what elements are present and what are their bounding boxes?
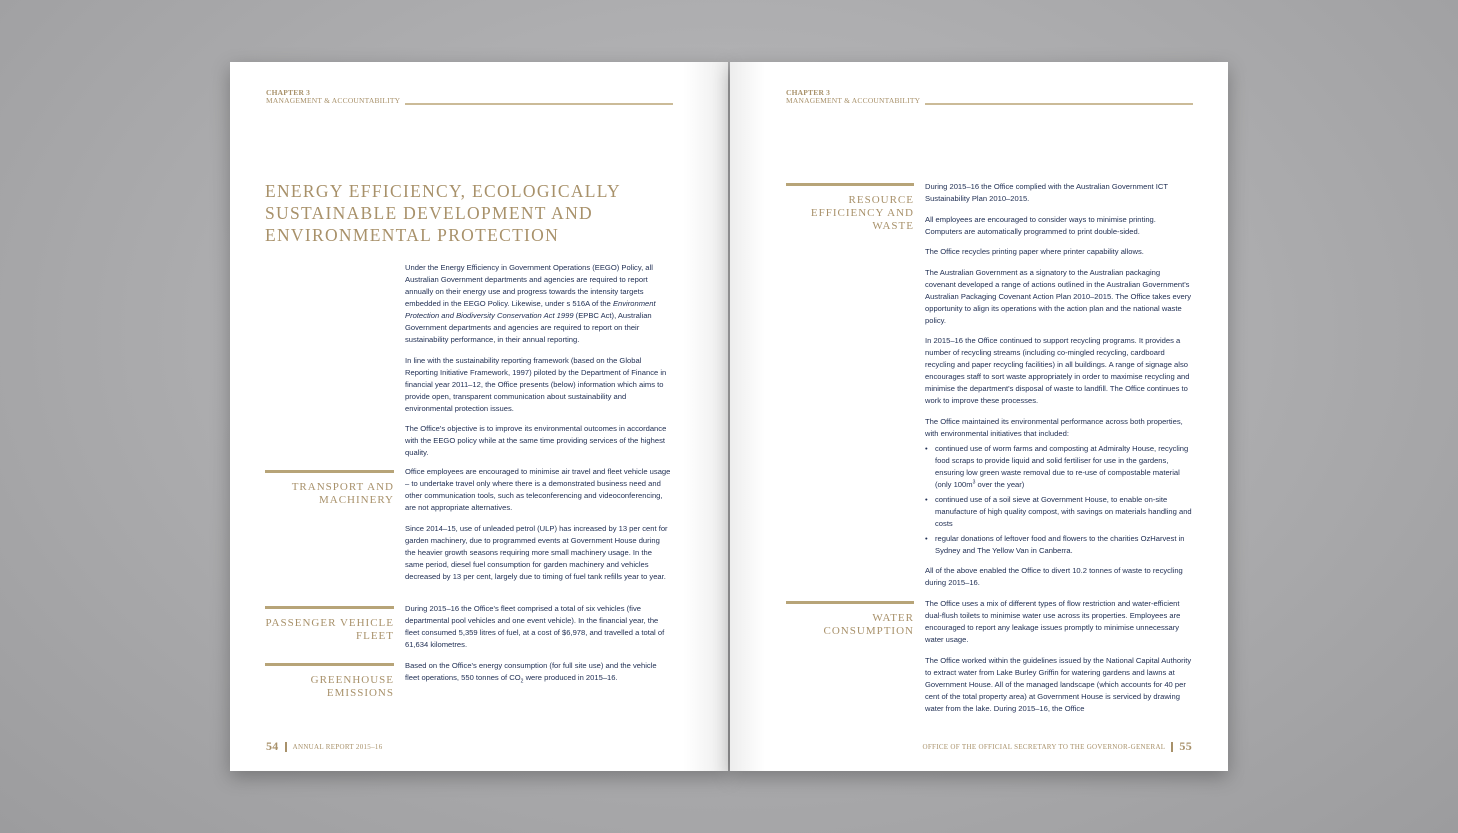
transport-paragraph: Office employees are encouraged to minimise air travel and fleet vehicle usage – to undertake travel only where there is a demonstrated business need and other communication tools, such as teleconferencing and videoconferencing, are not appropriate alternatives. bbox=[405, 467, 671, 512]
list-item: • continued use of a soil sieve at Government House, to enable on-site manufacture of high quality compost, with savings on materials handling and costs bbox=[935, 494, 1193, 530]
right-page bbox=[730, 62, 1228, 771]
page-number: 54 bbox=[266, 739, 279, 753]
chapter-number: CHAPTER 3 bbox=[266, 88, 311, 97]
list-text: over the year) bbox=[975, 479, 1025, 489]
fleet-heading bbox=[265, 606, 394, 643]
intro-paragraph bbox=[405, 262, 672, 346]
subscript: 2 bbox=[520, 678, 524, 685]
chapter-header bbox=[786, 89, 920, 105]
intro-column bbox=[405, 262, 672, 468]
heading-line: WATER bbox=[872, 612, 914, 624]
act-name: Environment Protection and Biodiversity Conservation Act 1999 bbox=[405, 299, 656, 320]
transport-paragraph: Since 2014–15, use of unleaded petrol (ULP) has increased by 13 per cent for garden machinery, due to programmed events at Government House during the heavier growth seasons requiring more small machinery usage. In the same period, diesel fuel consumption for garden machinery and vehicles decreased by 13 per cent, largely due to timing of fuel tank refills year to year. bbox=[405, 523, 668, 581]
greenhouse-text: Based on the Office's energy consumption (for full site use) and the vehicle fleet operations, 550 tonnes of CO bbox=[405, 661, 657, 682]
heading-line: EFFICIENCY AND bbox=[810, 207, 914, 219]
greenhouse-heading bbox=[265, 663, 394, 700]
heading-line: GREENHOUSE bbox=[310, 674, 394, 686]
water-paragraph: The Office uses a mix of different types of flow restriction and water-efficient dual-flush toilets to minimise water use across its properties. Employees are encouraged to report any leakage issues promptly to minimise unnecessary water usage. bbox=[925, 599, 1181, 644]
superscript: 3 bbox=[972, 478, 976, 485]
transport-heading bbox=[265, 470, 394, 507]
fleet-column bbox=[405, 603, 672, 660]
chapter-section: MANAGEMENT & ACCOUNTABILITY bbox=[266, 96, 401, 105]
intro-paragraph: The Office's objective is to improve its environmental outcomes in accordance with the EEGO policy while at the same time providing services of the highest quality. bbox=[405, 424, 667, 457]
list-item bbox=[935, 443, 1193, 491]
resource-paragraph: In 2015–16 the Office continued to support recycling programs. It provides a number of recycling streams (including co-mingled recycling, cardboard recycling and paper recycling facilities) in all buildings. A range of signage also encourages staff to sort waste appropriately in order to maximise recycling and minimise the department's disposal of waste to landfill. The Office continues to work to improve these processes. bbox=[925, 336, 1190, 405]
heading-line: MACHINERY bbox=[318, 494, 394, 506]
heading-line: FLEET bbox=[356, 630, 394, 642]
transport-column bbox=[405, 466, 672, 591]
intro-text: Under the Energy Efficiency in Government Operations (EEGO) Policy, all Australian Government departments and agencies are required to report annually on their energy use and progress towards the intensity targets embedded in the EEGO Policy. Likewise, under s 516A of the bbox=[405, 263, 653, 308]
page-footer bbox=[922, 739, 1192, 754]
chapter-section: MANAGEMENT & ACCOUNTABILITY bbox=[786, 96, 921, 105]
page-footer bbox=[266, 739, 383, 754]
resource-paragraph: All employees are encouraged to consider ways to minimise printing. Computers are automatically programmed to print double-sided. bbox=[925, 214, 1156, 236]
resource-paragraph: All of the above enabled the Office to divert 10.2 tonnes of waste to recycling during 2015–16. bbox=[925, 566, 1183, 587]
water-paragraph: The Office worked within the guidelines issued by the National Capital Authority to extract water from Lake Burley Griffin for watering gardens and lawns at Government House. All of the managed landscape (which accounts for 40 per cent of the total property area) at Government House is serviced by drawing water from the lake. During 2015–16, the Office bbox=[925, 655, 1192, 713]
fleet-paragraph: During 2015–16 the Office's fleet comprised a total of six vehicles (five departmental pool vehicles and one event vehicle). In the financial year, the fleet consumed 5,359 litres of fuel, at a cost of $6,978, and travelled a total of 61,634 kilometres. bbox=[405, 604, 665, 649]
header-rule bbox=[925, 103, 1193, 105]
water-heading bbox=[786, 601, 914, 638]
chapter-number: CHAPTER 3 bbox=[786, 88, 831, 97]
resource-paragraph: The Office maintained its environmental performance across both properties, with environmental initiatives that included: bbox=[925, 416, 1183, 438]
resource-paragraph: The Australian Government as a signatory to the Australian packaging covenant developed a range of actions outlined in the Australian Government's Australian Packaging Covenant Action Plan 2010–2015. The Office takes every opportunity to align its operations with the action plan and the national waste policy. bbox=[925, 267, 1192, 325]
intro-paragraph: In line with the sustainability reporting framework (based on the Global Reporting Initiative Framework, 1997) piloted by the Department of Finance in financial year 2011–12, the Office presents (below) information which aims to provide open, transparent communication about sustainability and environmental protection issues. bbox=[405, 355, 667, 413]
header-rule bbox=[405, 103, 673, 105]
water-column bbox=[925, 598, 1193, 723]
heading-line: TRANSPORT AND bbox=[291, 481, 394, 493]
left-page bbox=[230, 62, 728, 771]
greenhouse-column bbox=[405, 660, 672, 693]
heading-line: EMISSIONS bbox=[326, 687, 394, 699]
heading-line: RESOURCE bbox=[848, 194, 914, 206]
list-item: • regular donations of leftover food and flowers to the charities OzHarvest in Sydney and The Yellow Van in Canberra. bbox=[935, 533, 1193, 557]
heading-line: PASSENGER VEHICLE bbox=[265, 617, 394, 629]
intro-text: (EPBC Act), Australian Government departments and agencies are required to report on their sustainability performance, in their annual reporting. bbox=[405, 311, 652, 344]
footer-divider bbox=[285, 742, 287, 752]
heading-line: CONSUMPTION bbox=[823, 625, 914, 637]
page-title: ENERGY EFFICIENCY, ECOLOGICALLY SUSTAINABLE DEVELOPMENT AND ENVIRONMENTAL PROTECTION bbox=[265, 181, 621, 245]
greenhouse-paragraph bbox=[405, 660, 672, 684]
footer-text: ANNUAL REPORT 2015–16 bbox=[292, 742, 383, 751]
greenhouse-text: were produced in 2015–16. bbox=[523, 673, 618, 682]
resource-paragraph: The Office recycles printing paper where printer capability allows. bbox=[925, 247, 1144, 256]
resource-paragraph: During 2015–16 the Office complied with the Australian Government ICT Sustainability Plan 2010–2015. bbox=[925, 182, 1168, 203]
resource-column bbox=[925, 181, 1193, 598]
page-number: 55 bbox=[1179, 739, 1192, 753]
chapter-header bbox=[266, 89, 400, 105]
heading-line: WASTE bbox=[872, 220, 914, 232]
list-text: continued use of worm farms and composting at Admiralty House, recycling food scraps to provide liquid and solid fertiliser for use in the gardens, ensuring low green waste removal due to re-use of compostable material (only 100m bbox=[935, 443, 1189, 489]
resource-heading bbox=[786, 183, 914, 233]
footer-text: OFFICE OF THE OFFICIAL SECRETARY TO THE GOVERNOR-GENERAL bbox=[922, 742, 1166, 751]
initiative-list bbox=[925, 443, 1193, 557]
footer-divider bbox=[1171, 742, 1173, 752]
